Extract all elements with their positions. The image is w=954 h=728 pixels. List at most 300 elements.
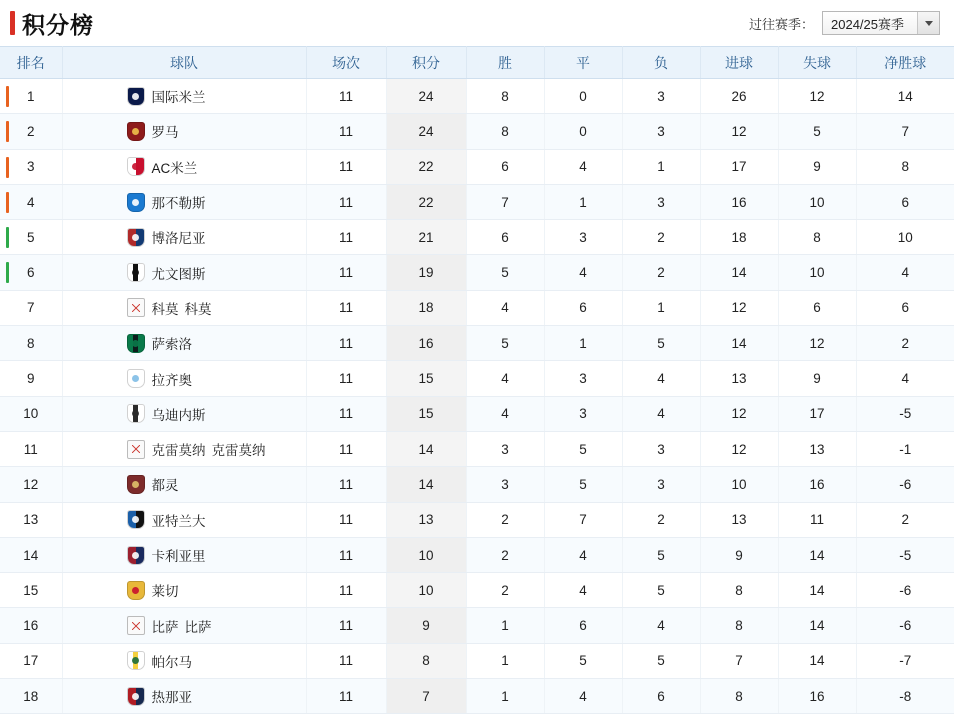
table-row[interactable]	[0, 255, 954, 290]
cell-points: 16	[386, 326, 466, 361]
team-name: 那不勒斯	[151, 196, 206, 212]
cell-points: 15	[386, 396, 466, 431]
cell-loss: 3	[622, 79, 700, 114]
cell-loss: 3	[622, 431, 700, 466]
cell-goals-against: 6	[778, 290, 856, 325]
cell-goal-diff: 6	[856, 290, 954, 325]
cell-draw: 4	[544, 255, 622, 290]
cell-goal-diff: 2	[856, 502, 954, 537]
cell-goal-diff: 2	[856, 326, 954, 361]
rank-value: 5	[26, 229, 35, 245]
col-played[interactable]: 场次	[306, 47, 386, 79]
table-row[interactable]	[0, 502, 954, 537]
team-name: 国际米兰	[151, 90, 206, 106]
cell-played: 11	[306, 220, 386, 255]
cell-draw: 3	[544, 220, 622, 255]
team-name: AC米兰	[151, 160, 198, 176]
cell-goals-for: 12	[700, 431, 778, 466]
cell-goals-for: 8	[700, 573, 778, 608]
cell-played: 11	[306, 608, 386, 643]
cell-goals-for: 13	[700, 361, 778, 396]
cell-played: 11	[306, 431, 386, 466]
cell-goal-diff: 14	[856, 79, 954, 114]
cell-goal-diff: 7	[856, 114, 954, 149]
cell-draw: 5	[544, 431, 622, 466]
table-row[interactable]	[0, 220, 954, 255]
team-cell	[63, 157, 305, 177]
cell-loss: 4	[622, 396, 700, 431]
rank-value: 7	[26, 300, 35, 316]
cell-points: 8	[386, 643, 466, 678]
cell-draw: 3	[544, 361, 622, 396]
cell-goals-against: 9	[778, 149, 856, 184]
team-name: 拉齐奥	[151, 372, 192, 388]
cell-draw: 6	[544, 290, 622, 325]
rank-value: 18	[23, 688, 39, 704]
col-ga[interactable]: 失球	[778, 47, 856, 79]
cell-played: 11	[306, 573, 386, 608]
cell-loss: 3	[622, 184, 700, 219]
rank-value: 1	[26, 88, 35, 104]
col-loss[interactable]: 负	[622, 47, 700, 79]
team-name: 乌迪内斯	[151, 407, 206, 423]
cell-points: 22	[386, 184, 466, 219]
cell-goals-against: 14	[778, 643, 856, 678]
cell-team[interactable]	[62, 467, 306, 502]
cell-goals-for: 8	[700, 679, 778, 714]
cell-goals-against: 12	[778, 326, 856, 361]
cell-points: 10	[386, 537, 466, 572]
qualification-marker	[6, 121, 9, 142]
broken-image-alt-text: 科莫	[151, 301, 179, 317]
cell-draw: 6	[544, 608, 622, 643]
cell-win: 2	[466, 537, 544, 572]
table-row[interactable]	[0, 573, 954, 608]
rank-value: 13	[23, 512, 39, 528]
team-name: 亚特兰大	[151, 513, 206, 529]
cell-win: 4	[466, 361, 544, 396]
team-name: 比萨	[184, 619, 212, 635]
cell-goals-for: 7	[700, 643, 778, 678]
team-crest-icon	[127, 404, 145, 423]
rank-value: 3	[26, 159, 35, 175]
team-cell	[63, 510, 305, 530]
cell-goals-for: 17	[700, 149, 778, 184]
table-row[interactable]	[0, 290, 954, 325]
cell-goal-diff: -6	[856, 608, 954, 643]
cell-rank	[0, 255, 62, 290]
cell-points: 22	[386, 149, 466, 184]
team-name: 罗马	[151, 125, 179, 141]
cell-points: 14	[386, 467, 466, 502]
cell-points: 24	[386, 79, 466, 114]
table-row[interactable]	[0, 537, 954, 572]
cell-rank	[0, 573, 62, 608]
cell-played: 11	[306, 537, 386, 572]
chevron-down-icon[interactable]	[917, 12, 939, 34]
cell-draw: 5	[544, 467, 622, 502]
team-name: 科莫	[184, 301, 212, 317]
cell-rank	[0, 679, 62, 714]
cell-played: 11	[306, 184, 386, 219]
cell-draw: 0	[544, 114, 622, 149]
cell-points: 10	[386, 573, 466, 608]
table-row[interactable]	[0, 184, 954, 219]
cell-goals-against: 14	[778, 608, 856, 643]
team-crest-icon	[127, 546, 145, 565]
team-crest-icon	[127, 298, 145, 317]
qualification-marker	[6, 86, 9, 107]
season-selector-group[interactable]	[749, 11, 940, 35]
cell-points: 7	[386, 679, 466, 714]
cell-points: 24	[386, 114, 466, 149]
col-rank[interactable]: 排名	[0, 47, 62, 79]
team-crest-icon	[127, 651, 145, 670]
cell-loss: 4	[622, 608, 700, 643]
table-row[interactable]	[0, 326, 954, 361]
team-cell	[63, 333, 305, 353]
rank-value: 11	[23, 441, 38, 457]
cell-team[interactable]	[62, 573, 306, 608]
team-cell	[63, 474, 305, 494]
cell-win: 8	[466, 114, 544, 149]
table-row[interactable]	[0, 396, 954, 431]
cell-points: 14	[386, 431, 466, 466]
team-crest-icon	[127, 193, 145, 212]
cell-goals-for: 9	[700, 537, 778, 572]
cell-rank	[0, 114, 62, 149]
cell-rank	[0, 290, 62, 325]
table-row[interactable]	[0, 361, 954, 396]
cell-goals-against: 14	[778, 537, 856, 572]
rank-value: 8	[26, 335, 35, 351]
page-header	[0, 0, 954, 46]
cell-goal-diff: -5	[856, 396, 954, 431]
cell-team[interactable]	[62, 326, 306, 361]
cell-goals-against: 5	[778, 114, 856, 149]
cell-win: 4	[466, 290, 544, 325]
cell-draw: 4	[544, 573, 622, 608]
cell-goals-against: 14	[778, 573, 856, 608]
cell-goals-for: 12	[700, 290, 778, 325]
cell-rank	[0, 184, 62, 219]
cell-goals-for: 18	[700, 220, 778, 255]
cell-loss: 2	[622, 255, 700, 290]
team-crest-icon	[127, 87, 145, 106]
cell-played: 11	[306, 255, 386, 290]
cell-win: 4	[466, 396, 544, 431]
team-cell	[63, 86, 305, 106]
qualification-marker	[6, 192, 9, 213]
cell-played: 11	[306, 502, 386, 537]
team-name: 都灵	[151, 478, 179, 494]
cell-points: 19	[386, 255, 466, 290]
cell-played: 11	[306, 290, 386, 325]
page-title	[10, 7, 94, 40]
rank-value: 12	[23, 476, 39, 492]
team-crest-icon	[127, 369, 145, 388]
cell-team[interactable]	[62, 220, 306, 255]
cell-win: 1	[466, 608, 544, 643]
cell-win: 7	[466, 184, 544, 219]
broken-image-alt-text: 比萨	[151, 619, 179, 635]
rank-value: 4	[26, 194, 35, 210]
col-points[interactable]: 积分	[386, 47, 466, 79]
team-crest-icon	[127, 510, 145, 529]
cell-loss: 2	[622, 220, 700, 255]
table-row[interactable]	[0, 608, 954, 643]
cell-win: 1	[466, 643, 544, 678]
cell-rank	[0, 502, 62, 537]
cell-loss: 4	[622, 361, 700, 396]
team-name: 热那亚	[151, 690, 192, 706]
cell-win: 5	[466, 326, 544, 361]
team-cell	[63, 369, 305, 389]
season-label: 过往赛季：	[748, 16, 814, 32]
cell-team[interactable]	[62, 396, 306, 431]
cell-rank	[0, 467, 62, 502]
cell-played: 11	[306, 114, 386, 149]
team-crest-icon	[127, 157, 145, 176]
cell-played: 11	[306, 79, 386, 114]
cell-played: 11	[306, 361, 386, 396]
cell-goal-diff: -8	[856, 679, 954, 714]
cell-team[interactable]	[62, 114, 306, 149]
team-crest-icon	[127, 687, 145, 706]
cell-points: 18	[386, 290, 466, 325]
table-row[interactable]	[0, 679, 954, 714]
cell-goal-diff: -1	[856, 431, 954, 466]
cell-win: 3	[466, 431, 544, 466]
cell-goal-diff: -6	[856, 467, 954, 502]
team-cell	[63, 121, 305, 141]
team-crest-icon	[127, 581, 145, 600]
cell-played: 11	[306, 679, 386, 714]
cell-goal-diff: -6	[856, 573, 954, 608]
cell-win: 2	[466, 573, 544, 608]
cell-goals-against: 12	[778, 79, 856, 114]
col-team[interactable]: 球队	[62, 47, 306, 79]
cell-rank	[0, 79, 62, 114]
team-cell	[63, 545, 305, 565]
cell-goal-diff: 6	[856, 184, 954, 219]
cell-draw: 1	[544, 184, 622, 219]
title-accent-bar	[10, 11, 15, 35]
cell-loss: 3	[622, 467, 700, 502]
cell-draw: 0	[544, 79, 622, 114]
cell-win: 6	[466, 149, 544, 184]
col-win[interactable]: 胜	[466, 47, 544, 79]
rank-value: 2	[26, 123, 35, 139]
cell-played: 11	[306, 149, 386, 184]
cell-team[interactable]	[62, 79, 306, 114]
team-crest-icon	[127, 616, 145, 635]
cell-draw: 4	[544, 149, 622, 184]
team-cell	[63, 298, 305, 318]
cell-goal-diff: 4	[856, 255, 954, 290]
season-selected-value: 2024/25赛季	[831, 16, 904, 32]
cell-goal-diff: -5	[856, 537, 954, 572]
cell-goal-diff: 8	[856, 149, 954, 184]
table-row[interactable]	[0, 467, 954, 502]
team-name: 帕尔马	[151, 654, 192, 670]
team-cell	[63, 616, 305, 636]
standings-table	[0, 46, 954, 714]
team-cell	[63, 227, 305, 247]
cell-goal-diff: 4	[856, 361, 954, 396]
team-crest-icon	[127, 122, 145, 141]
cell-played: 11	[306, 396, 386, 431]
team-crest-icon	[127, 263, 145, 282]
rank-value: 10	[23, 406, 39, 422]
col-gd[interactable]: 净胜球	[856, 47, 954, 79]
col-gf[interactable]: 进球	[700, 47, 778, 79]
cell-draw: 7	[544, 502, 622, 537]
cell-win: 2	[466, 502, 544, 537]
cell-loss: 5	[622, 537, 700, 572]
team-cell	[63, 580, 305, 600]
team-name: 萨索洛	[151, 337, 192, 353]
cell-loss: 3	[622, 114, 700, 149]
cell-points: 9	[386, 608, 466, 643]
rank-value: 6	[26, 265, 35, 281]
table-row[interactable]	[0, 114, 954, 149]
cell-rank	[0, 220, 62, 255]
cell-loss: 6	[622, 679, 700, 714]
team-name: 克雷莫纳	[211, 443, 266, 459]
cell-team[interactable]	[62, 502, 306, 537]
cell-goals-for: 14	[700, 326, 778, 361]
cell-team[interactable]	[62, 537, 306, 572]
rank-value: 17	[23, 653, 39, 669]
cell-points: 13	[386, 502, 466, 537]
cell-goals-for: 12	[700, 396, 778, 431]
season-select[interactable]	[822, 11, 940, 35]
cell-goals-for: 26	[700, 79, 778, 114]
team-cell	[63, 192, 305, 212]
cell-team[interactable]	[62, 290, 306, 325]
rank-value: 9	[26, 371, 35, 387]
cell-win: 1	[466, 679, 544, 714]
cell-goals-for: 12	[700, 114, 778, 149]
table-row[interactable]	[0, 149, 954, 184]
cell-rank	[0, 643, 62, 678]
cell-loss: 1	[622, 149, 700, 184]
cell-goals-for: 10	[700, 467, 778, 502]
cell-rank	[0, 396, 62, 431]
page-title-text: 积分榜	[22, 11, 94, 38]
cell-rank	[0, 431, 62, 466]
team-cell	[63, 263, 305, 283]
rank-value: 14	[23, 547, 39, 563]
cell-team[interactable]	[62, 679, 306, 714]
team-name: 博洛尼亚	[151, 231, 206, 247]
team-cell	[63, 404, 305, 424]
cell-team[interactable]	[62, 643, 306, 678]
cell-team[interactable]	[62, 361, 306, 396]
cell-loss: 1	[622, 290, 700, 325]
rank-value: 16	[23, 618, 39, 634]
table-row[interactable]	[0, 431, 954, 466]
team-crest-icon	[127, 475, 145, 494]
cell-played: 11	[306, 467, 386, 502]
qualification-marker	[6, 157, 9, 178]
cell-rank	[0, 608, 62, 643]
cell-points: 15	[386, 361, 466, 396]
cell-loss: 5	[622, 643, 700, 678]
cell-loss: 5	[622, 326, 700, 361]
rank-value: 15	[23, 582, 39, 598]
team-cell	[63, 686, 305, 706]
cell-draw: 4	[544, 537, 622, 572]
cell-played: 11	[306, 643, 386, 678]
cell-rank	[0, 537, 62, 572]
cell-goals-against: 13	[778, 431, 856, 466]
cell-rank	[0, 326, 62, 361]
team-cell	[63, 439, 305, 459]
team-name: 尤文图斯	[151, 266, 206, 282]
cell-goals-against: 11	[778, 502, 856, 537]
cell-points: 21	[386, 220, 466, 255]
cell-draw: 4	[544, 679, 622, 714]
cell-goals-against: 10	[778, 184, 856, 219]
table-header-row	[0, 47, 954, 79]
team-crest-icon	[127, 228, 145, 247]
cell-team[interactable]	[62, 149, 306, 184]
team-name: 卡利亚里	[151, 549, 206, 564]
cell-team[interactable]	[62, 255, 306, 290]
cell-goals-against: 16	[778, 467, 856, 502]
team-crest-icon	[127, 440, 145, 459]
team-cell	[63, 651, 305, 671]
cell-goals-against: 16	[778, 679, 856, 714]
team-name: 莱切	[151, 584, 179, 600]
cell-goal-diff: 10	[856, 220, 954, 255]
table-row[interactable]	[0, 643, 954, 678]
cell-goal-diff: -7	[856, 643, 954, 678]
cell-rank	[0, 149, 62, 184]
cell-goals-against: 8	[778, 220, 856, 255]
team-crest-icon	[127, 334, 145, 353]
qualification-marker	[6, 262, 9, 283]
cell-win: 5	[466, 255, 544, 290]
qualification-marker	[6, 227, 9, 248]
cell-goals-against: 9	[778, 361, 856, 396]
cell-draw: 1	[544, 326, 622, 361]
col-draw[interactable]: 平	[544, 47, 622, 79]
cell-win: 6	[466, 220, 544, 255]
cell-goals-for: 13	[700, 502, 778, 537]
cell-loss: 2	[622, 502, 700, 537]
cell-loss: 5	[622, 573, 700, 608]
table-body	[0, 79, 954, 714]
cell-team[interactable]	[62, 184, 306, 219]
cell-goals-for: 14	[700, 255, 778, 290]
cell-draw: 5	[544, 643, 622, 678]
cell-draw: 3	[544, 396, 622, 431]
cell-goals-against: 10	[778, 255, 856, 290]
cell-team[interactable]	[62, 431, 306, 466]
broken-image-alt-text: 克雷莫纳	[151, 443, 206, 459]
cell-goals-for: 8	[700, 608, 778, 643]
cell-goals-for: 16	[700, 184, 778, 219]
cell-rank	[0, 361, 62, 396]
cell-played: 11	[306, 326, 386, 361]
cell-team[interactable]	[62, 608, 306, 643]
table-row[interactable]	[0, 79, 954, 114]
cell-win: 3	[466, 467, 544, 502]
cell-win: 8	[466, 79, 544, 114]
